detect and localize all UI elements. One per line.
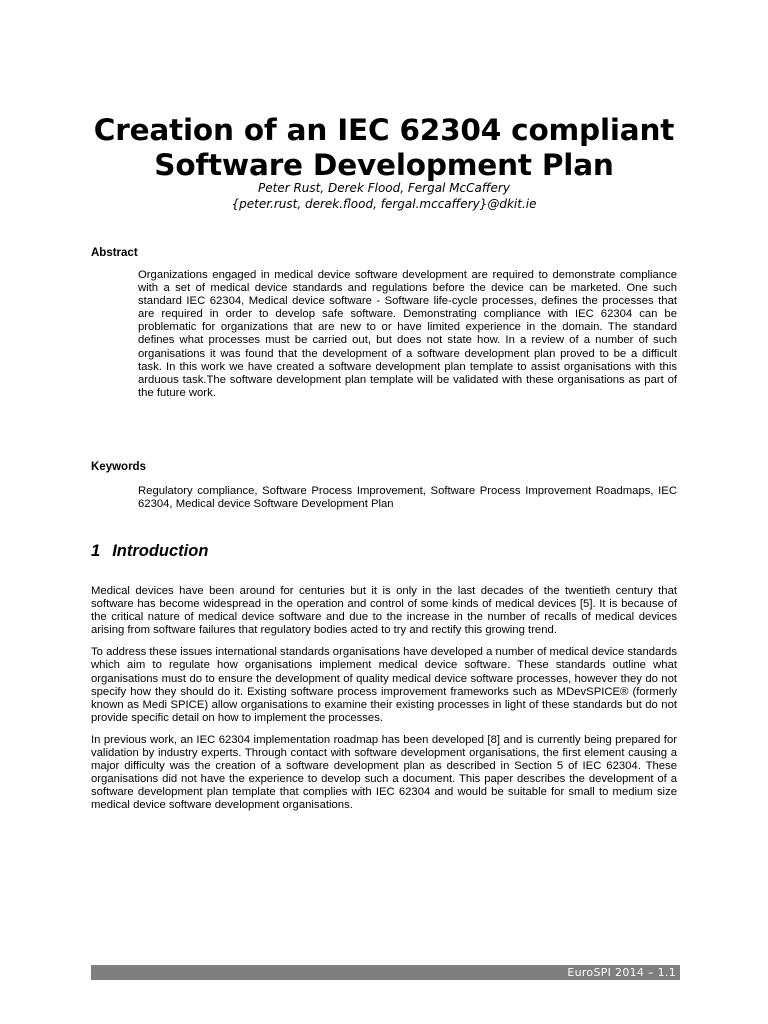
introduction-heading xyxy=(91,541,208,561)
keywords-label: Keywords xyxy=(91,461,146,473)
introduction-paragraph-3: In previous work, an IEC 62304 implementation roadmap has been developed [8] and is currently being prepared for validation by industry experts. Through contact with software development organisations, the first element causing a major difficulty was the creation of a software development plan as described in Section 5 of IEC 62304. These organisations did not have the experience to develop such a document. This paper describes the development of a software development plan template that complies with IEC 62304 and would be suitable for small to medium size medical device software development organisations. xyxy=(91,733,677,812)
abstract-text: Organizations engaged in medical device software development are required to demonstrate compliance with a set of medical device standards and regulations before the device can be marketed. One such standard IEC 62304, Medical device software - Software life-cycle processes, defines the processes that are required in order to develop safe software. Demonstrating compliance with IEC 62304 can be problematic for organizations that are new to or have limited experience in the domain. The standard defines what processes must be carried out, but does not state how. In a review of a number of such organisations it was found that the development of a software development plan proved to be a difficult task. In this work we have created a software development plan template to assist organisations with this arduous task.The software development plan template will be validated with these organisations as part of the future work. xyxy=(138,269,677,399)
footer-page-label: EuroSPI 2014 – 1.1 xyxy=(567,966,676,979)
author-block xyxy=(60,180,708,212)
paper-title-line-1: Creation of an IEC 62304 compliant xyxy=(93,113,675,147)
author-names: Peter Rust, Derek Flood, Fergal McCaffery xyxy=(258,181,510,195)
footer-bar xyxy=(91,965,680,980)
introduction-paragraph-1: Medical devices have been around for centuries but it is only in the last decades of the twentieth century that software has become widespread in the operation and control of some kinds of medical devices [5]. It is because of the critical nature of medical device software and due to the increase in the number of recalls of medical devices arising from software failures that regulatory bodies acted to try and rectify this growing trend. xyxy=(91,585,677,637)
section-number: 1 xyxy=(91,542,101,560)
keywords-text-block xyxy=(138,485,677,511)
introduction-body xyxy=(91,585,677,822)
author-emails: {peter.rust, derek.flood, fergal.mccaffery}@dkit.ie xyxy=(231,197,537,211)
abstract-text-block xyxy=(138,269,677,400)
introduction-paragraph-2: To address these issues international standards organisations have developed a number of medical device standards which aim to regulate how organisations implement medical device software. These standards outline what organisations must do to ensure the development of quality medical device software processes, however they do not specify how they should do it. Existing software process improvement frameworks such as MDevSPICE® (formerly known as Medi SPICE) allow organisations to examine their existing processes in light of these standards but do not provide specific detail on how to implement the processes. xyxy=(91,646,677,724)
abstract-label: Abstract xyxy=(91,247,138,259)
paper-title-line-2: Software Development Plan xyxy=(154,148,614,182)
section-title: Introduction xyxy=(112,542,209,560)
paper-title xyxy=(60,113,708,183)
keywords-text: Regulatory compliance, Software Process Improvement, Software Process Improvement Roadmaps, IEC 62304, Medical device Software Development Plan xyxy=(138,485,677,511)
